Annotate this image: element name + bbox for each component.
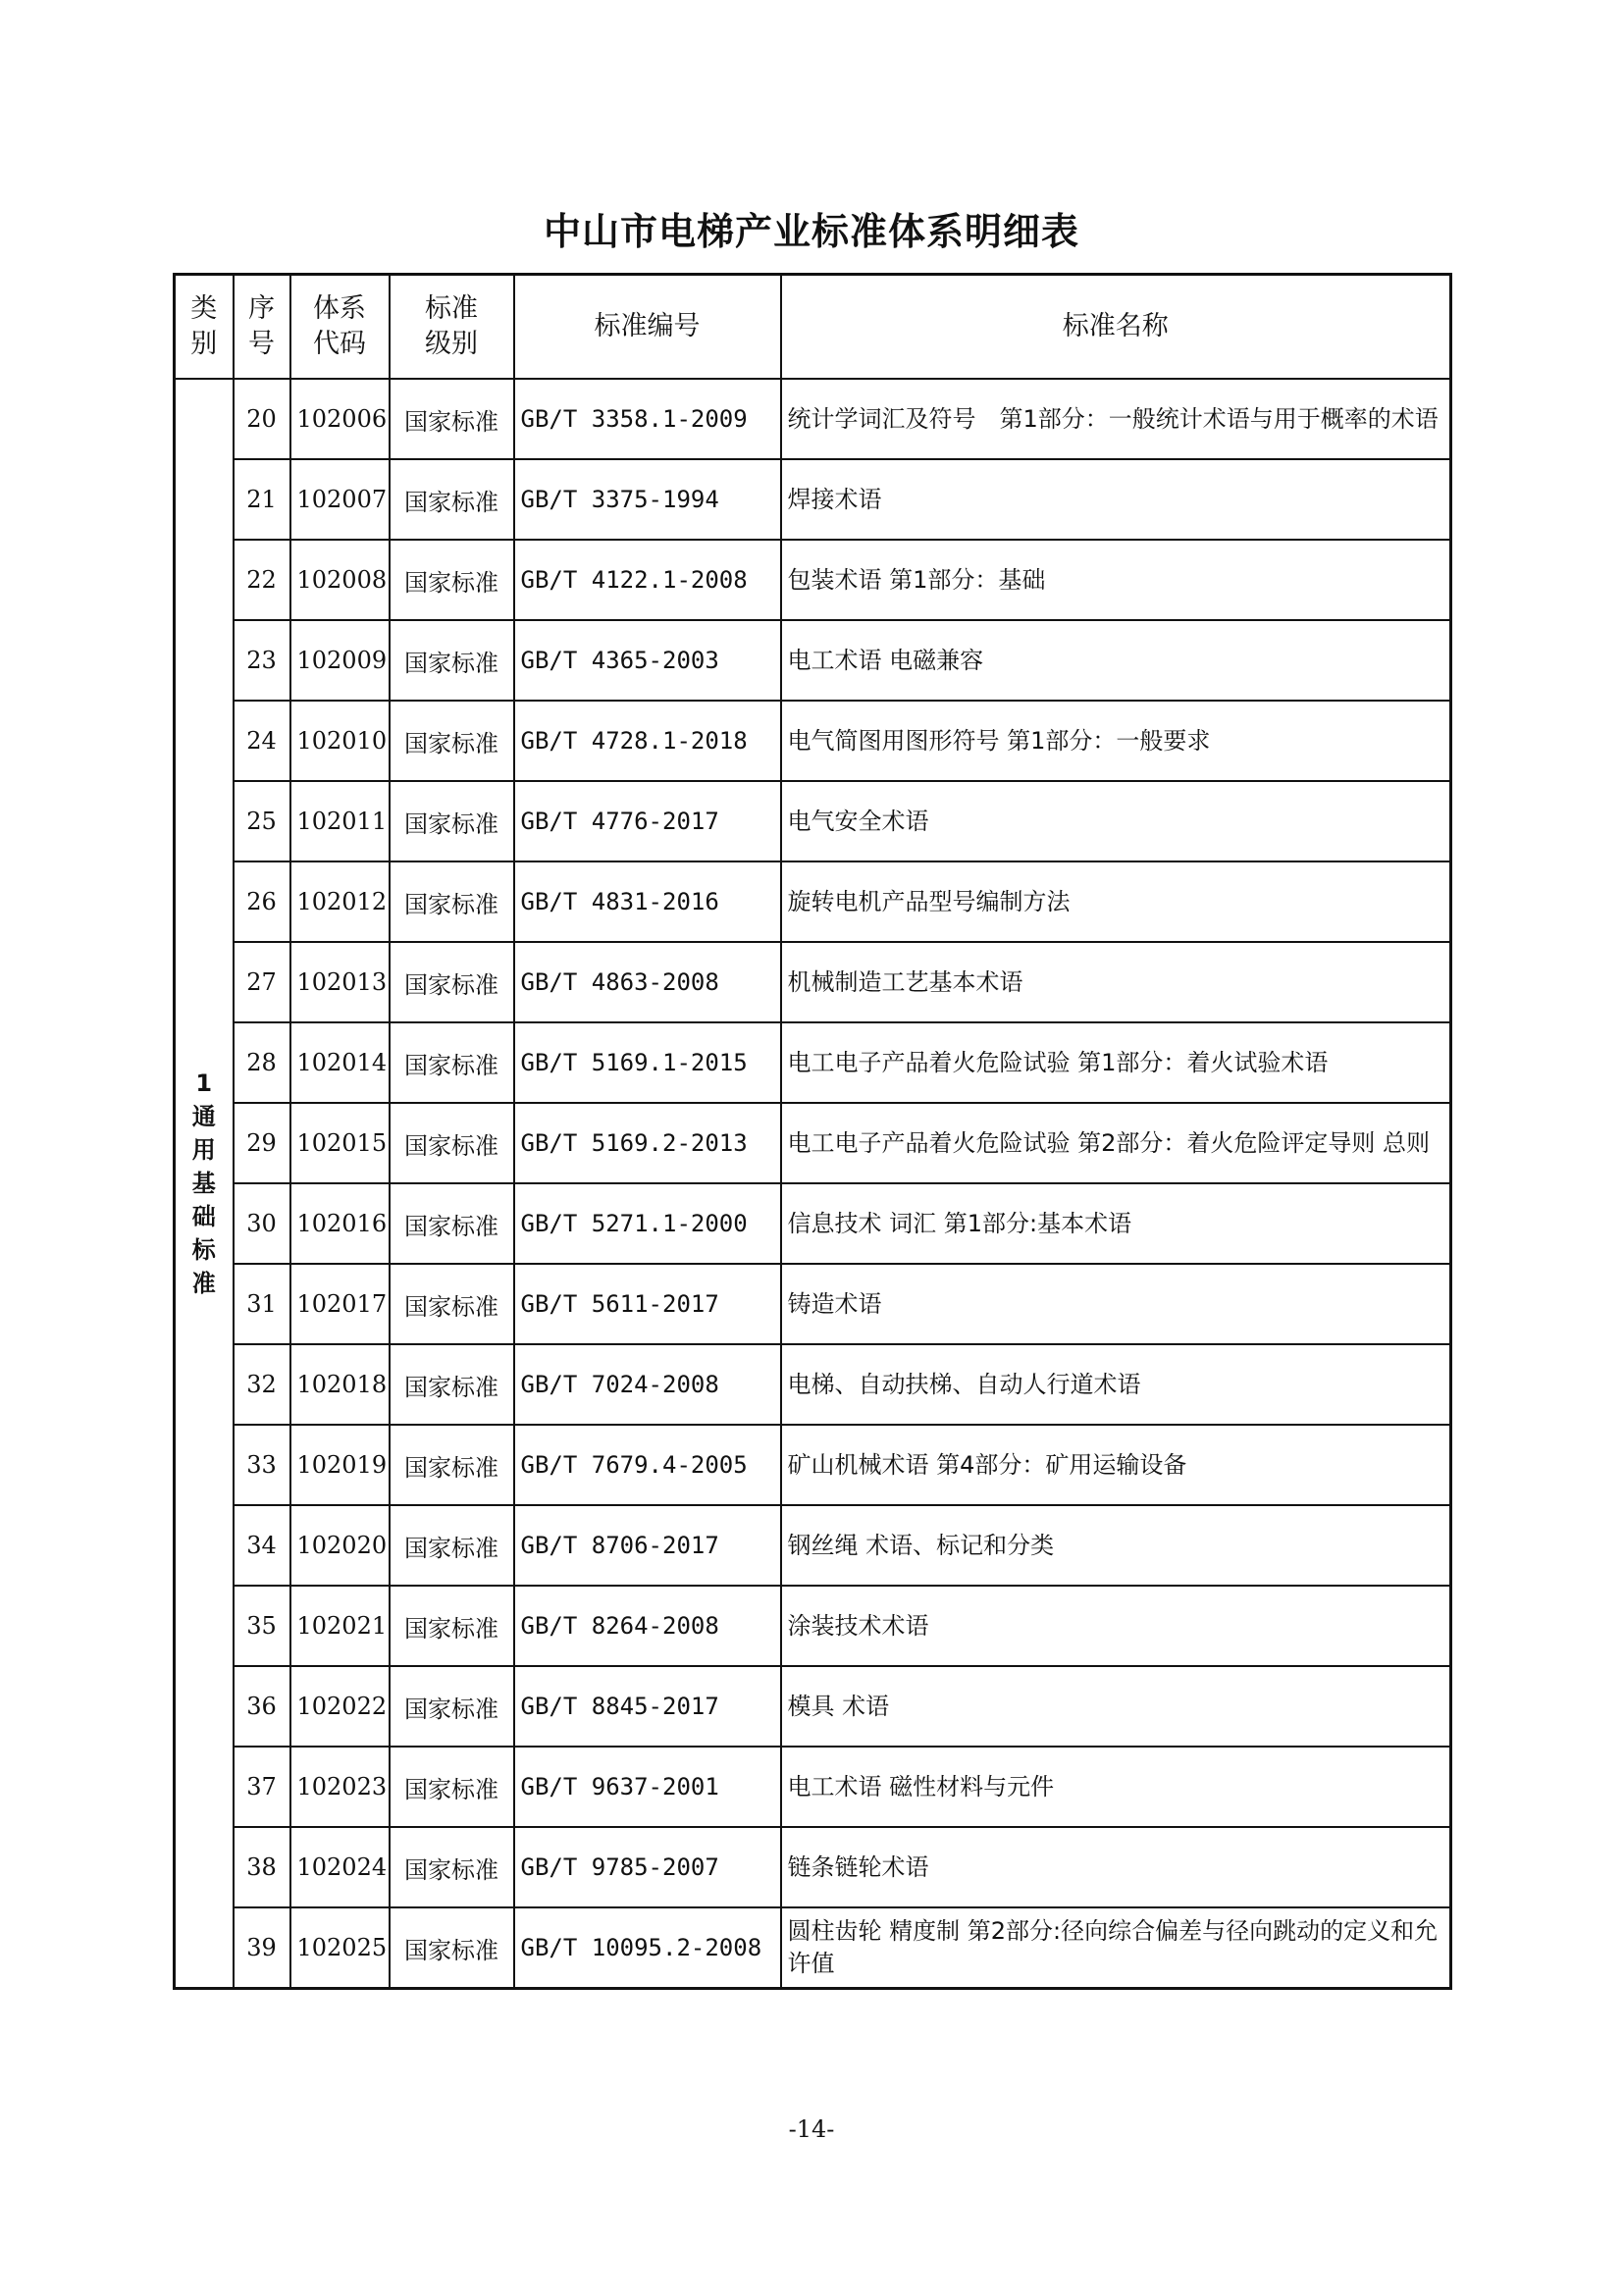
seq-cell: 32	[234, 1344, 290, 1425]
seq-cell: 29	[234, 1103, 290, 1183]
standard-no-cell: GB/T 4122.1-2008	[514, 540, 781, 620]
standard-no-cell: GB/T 7024-2008	[514, 1344, 781, 1425]
table-row	[175, 1505, 1451, 1586]
standard-no-cell: GB/T 4863-2008	[514, 942, 781, 1022]
table-row	[175, 379, 1451, 459]
seq-cell: 22	[234, 540, 290, 620]
table-row	[175, 942, 1451, 1022]
system-code-cell: 102011	[290, 781, 390, 861]
standard-no-cell: GB/T 9785-2007	[514, 1827, 781, 1907]
standard-name-cell: 统计学词汇及符号 第1部分：一般统计术语与用于概率的术语	[781, 379, 1451, 459]
standard-name-cell: 信息技术 词汇 第1部分:基本术语	[781, 1183, 1451, 1264]
seq-cell: 31	[234, 1264, 290, 1344]
level-cell: 国家标准	[390, 942, 514, 1022]
level-cell: 国家标准	[390, 861, 514, 942]
table-row	[175, 1907, 1451, 1989]
standard-name-cell: 圆柱齿轮 精度制 第2部分:径向综合偏差与径向跳动的定义和允许值	[781, 1907, 1451, 1989]
system-code-cell: 102009	[290, 620, 390, 701]
seq-cell: 28	[234, 1022, 290, 1103]
table-row	[175, 1264, 1451, 1344]
system-code-cell: 102020	[290, 1505, 390, 1586]
seq-cell: 24	[234, 701, 290, 781]
level-cell: 国家标准	[390, 701, 514, 781]
page-title: 中山市电梯产业标准体系明细表	[543, 210, 1079, 253]
standard-name-cell: 电工电子产品着火危险试验 第2部分：着火危险评定导则 总则	[781, 1103, 1451, 1183]
level-cell: 国家标准	[390, 1022, 514, 1103]
seq-cell: 27	[234, 942, 290, 1022]
header-standard-no: 标准编号	[514, 275, 781, 380]
level-cell: 国家标准	[390, 1344, 514, 1425]
level-cell: 国家标准	[390, 540, 514, 620]
system-code-cell: 102016	[290, 1183, 390, 1264]
system-code-cell: 102013	[290, 942, 390, 1022]
level-cell: 国家标准	[390, 1425, 514, 1505]
system-code-cell: 102022	[290, 1666, 390, 1747]
seq-cell: 30	[234, 1183, 290, 1264]
seq-cell: 21	[234, 459, 290, 540]
system-code-cell: 102006	[290, 379, 390, 459]
standard-name-cell: 电气安全术语	[781, 781, 1451, 861]
table-row	[175, 1103, 1451, 1183]
seq-cell: 34	[234, 1505, 290, 1586]
table-row	[175, 1425, 1451, 1505]
table-row	[175, 861, 1451, 942]
level-cell: 国家标准	[390, 1586, 514, 1666]
standard-name-cell: 机械制造工艺基本术语	[781, 942, 1451, 1022]
standard-no-cell: GB/T 3375-1994	[514, 459, 781, 540]
standard-name-cell: 模具 术语	[781, 1666, 1451, 1747]
system-code-cell: 102015	[290, 1103, 390, 1183]
system-code-cell: 102017	[290, 1264, 390, 1344]
standard-no-cell: GB/T 7679.4-2005	[514, 1425, 781, 1505]
level-cell: 国家标准	[390, 1666, 514, 1747]
seq-cell: 36	[234, 1666, 290, 1747]
system-code-cell: 102007	[290, 459, 390, 540]
system-code-cell: 102019	[290, 1425, 390, 1505]
standard-no-cell: GB/T 9637-2001	[514, 1747, 781, 1827]
system-code-cell: 102025	[290, 1907, 390, 1989]
seq-cell: 26	[234, 861, 290, 942]
system-code-cell: 102014	[290, 1022, 390, 1103]
seq-cell: 38	[234, 1827, 290, 1907]
category-cell	[175, 379, 234, 1989]
table-row	[175, 1022, 1451, 1103]
seq-cell: 20	[234, 379, 290, 459]
level-cell: 国家标准	[390, 1505, 514, 1586]
standard-name-cell: 电工术语 磁性材料与元件	[781, 1747, 1451, 1827]
standard-name-cell: 旋转电机产品型号编制方法	[781, 861, 1451, 942]
system-code-cell: 102010	[290, 701, 390, 781]
table-row	[175, 620, 1451, 701]
standard-name-cell: 链条链轮术语	[781, 1827, 1451, 1907]
system-code-cell: 102024	[290, 1827, 390, 1907]
table-row	[175, 701, 1451, 781]
standard-no-cell: GB/T 8706-2017	[514, 1505, 781, 1586]
header-level: 标准级别	[390, 275, 514, 380]
system-code-cell: 102021	[290, 1586, 390, 1666]
table-row	[175, 1183, 1451, 1264]
system-code-cell: 102018	[290, 1344, 390, 1425]
category-label: 1通用基础标准	[191, 1070, 216, 1297]
page-number: -14-	[788, 2115, 835, 2143]
standard-no-cell: GB/T 10095.2-2008	[514, 1907, 781, 1989]
table-row	[175, 1666, 1451, 1747]
level-cell: 国家标准	[390, 1183, 514, 1264]
standard-no-cell: GB/T 8845-2017	[514, 1666, 781, 1747]
seq-cell: 23	[234, 620, 290, 701]
level-cell: 国家标准	[390, 620, 514, 701]
seq-cell: 25	[234, 781, 290, 861]
level-cell: 国家标准	[390, 1103, 514, 1183]
level-cell: 国家标准	[390, 1827, 514, 1907]
level-cell: 国家标准	[390, 1747, 514, 1827]
standard-name-cell: 电工术语 电磁兼容	[781, 620, 1451, 701]
standard-no-cell: GB/T 5271.1-2000	[514, 1183, 781, 1264]
level-cell: 国家标准	[390, 459, 514, 540]
table-row	[175, 1827, 1451, 1907]
level-cell: 国家标准	[390, 379, 514, 459]
header-row	[175, 275, 1451, 380]
table-row	[175, 781, 1451, 861]
table-body	[175, 379, 1451, 1989]
table-row	[175, 540, 1451, 620]
level-cell: 国家标准	[390, 1264, 514, 1344]
table-header	[175, 275, 1451, 380]
standard-no-cell: GB/T 4728.1-2018	[514, 701, 781, 781]
standard-name-cell: 矿山机械术语 第4部分：矿用运输设备	[781, 1425, 1451, 1505]
standards-table	[173, 273, 1452, 1990]
system-code-cell: 102012	[290, 861, 390, 942]
standard-no-cell: GB/T 5169.1-2015	[514, 1022, 781, 1103]
level-cell: 国家标准	[390, 781, 514, 861]
seq-cell: 33	[234, 1425, 290, 1505]
standard-no-cell: GB/T 4831-2016	[514, 861, 781, 942]
standard-name-cell: 电工电子产品着火危险试验 第1部分：着火试验术语	[781, 1022, 1451, 1103]
standard-name-cell: 钢丝绳 术语、标记和分类	[781, 1505, 1451, 1586]
standard-no-cell: GB/T 4776-2017	[514, 781, 781, 861]
level-cell: 国家标准	[390, 1907, 514, 1989]
standard-no-cell: GB/T 4365-2003	[514, 620, 781, 701]
system-code-cell: 102023	[290, 1747, 390, 1827]
standard-name-cell: 涂装技术术语	[781, 1586, 1451, 1666]
table-row	[175, 1344, 1451, 1425]
standard-name-cell: 焊接术语	[781, 459, 1451, 540]
header-category: 类别	[175, 275, 234, 380]
table-row	[175, 1747, 1451, 1827]
standard-no-cell: GB/T 5169.2-2013	[514, 1103, 781, 1183]
standard-name-cell: 电梯、自动扶梯、自动人行道术语	[781, 1344, 1451, 1425]
seq-cell: 35	[234, 1586, 290, 1666]
standard-no-cell: GB/T 8264-2008	[514, 1586, 781, 1666]
standard-name-cell: 电气简图用图形符号 第1部分：一般要求	[781, 701, 1451, 781]
header-seq: 序号	[234, 275, 290, 380]
standard-name-cell: 包装术语 第1部分：基础	[781, 540, 1451, 620]
standard-name-cell: 铸造术语	[781, 1264, 1451, 1344]
seq-cell: 39	[234, 1907, 290, 1989]
seq-cell: 37	[234, 1747, 290, 1827]
standard-no-cell: GB/T 5611-2017	[514, 1264, 781, 1344]
standard-no-cell: GB/T 3358.1-2009	[514, 379, 781, 459]
header-system-code: 体系代码	[290, 275, 390, 380]
table-row	[175, 459, 1451, 540]
table-row	[175, 1586, 1451, 1666]
system-code-cell: 102008	[290, 540, 390, 620]
header-standard-name: 标准名称	[781, 275, 1451, 380]
